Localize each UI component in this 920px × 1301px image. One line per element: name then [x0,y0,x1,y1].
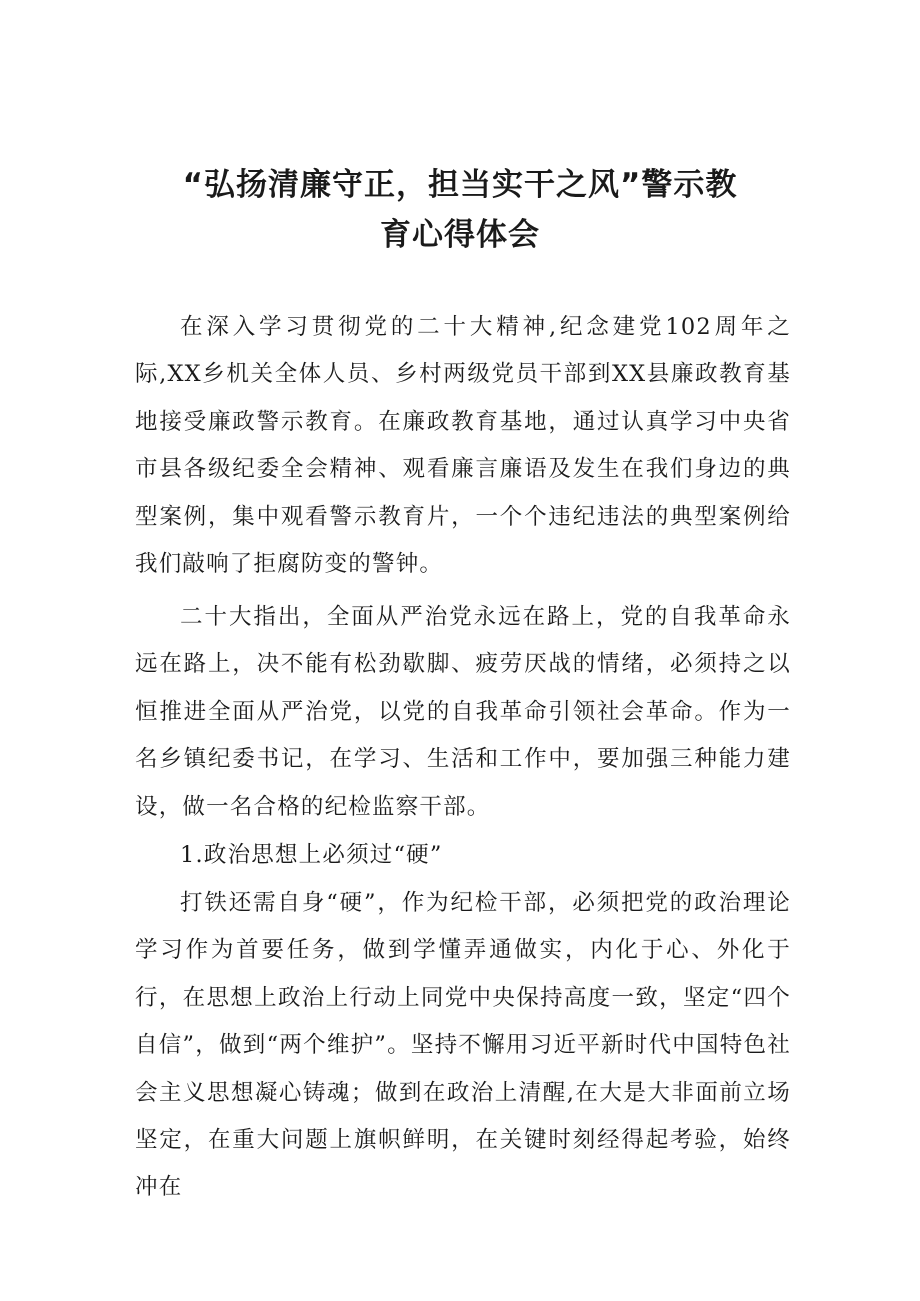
paragraph-party-governance: 二十大指出，全面从严治党永远在路上，党的自我革命永远在路上，决不能有松劲歇脚、疲劳厌战的情绪，必须持之以恒推进全面从严治党，以党的自我革命引领社会革命。作为一名乡镇纪委书记，在学习、生活和工作中，要加强三种能力建设，做一名合格的纪检监察干部。 [135,604,791,820]
document-title-line-2: 育心得体会 [380,217,540,253]
paragraph-intro: 在深入学习贯彻党的二十大精神,纪念建党102周年之际,XX乡机关全体人员、乡村两级党员干部到XX县廉政教育基地接受廉政警示教育。在廉政教育基地，通过认真学习中央省市县各级纪委全会精神、观看廉言廉语及发生在我们身边的典型案例，集中观看警示教育片，一个个违纪违法的典型案例给我们敲响了拒腐防变的警钟。 [135,314,791,578]
paragraph-political-thought: 打铁还需自身“硬”，作为纪检干部，必须把党的政治理论学习作为首要任务，做到学懂弄通做实，内化于心、外化于行，在思想上政治上行动上同党中央保持高度一致，坚定“四个自信”，做到“两个维护”。坚持不懈用习近平新时代中国特色社会主义思想凝心铸魂；做到在政治上清醒,在大是大非面前立场坚定，在重大问题上旗帜鲜明，在关键时刻经得起考验，始终冲在 [135,890,791,1201]
document-title-line-1: “弘扬清廉守正，担当实干之风”警示教 [182,167,738,203]
section-heading-political: 1.政治思想上必须过“硬” [180,842,443,868]
